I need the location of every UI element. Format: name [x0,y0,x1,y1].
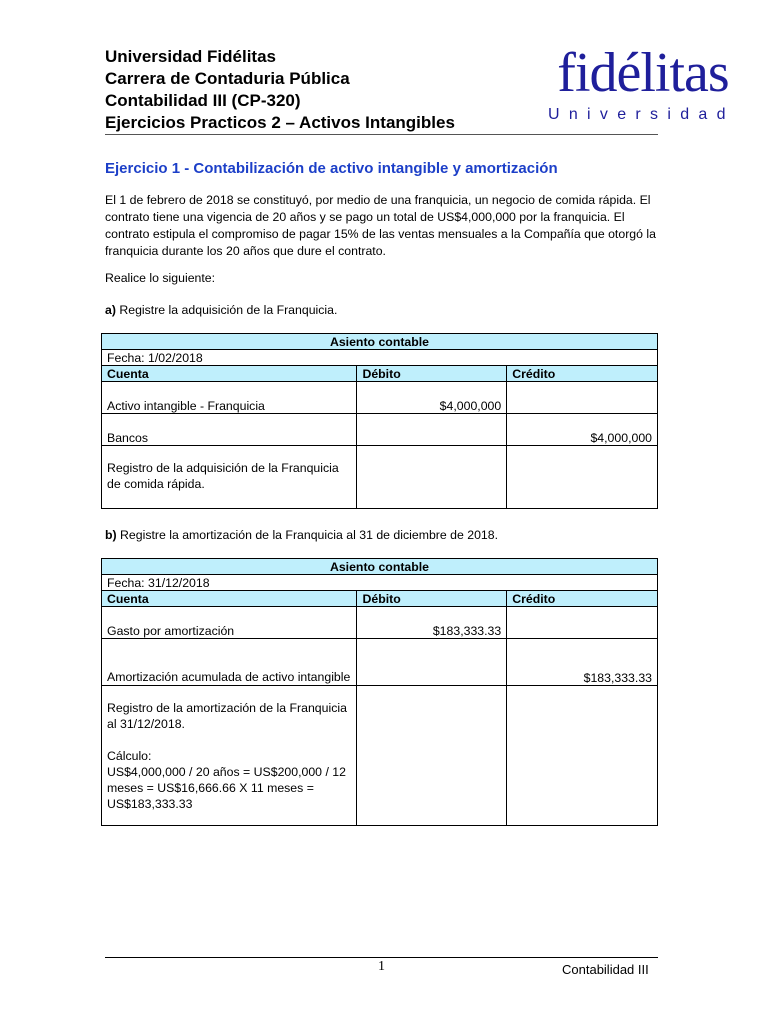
exercise-instruction: Realice lo siguiente: [105,271,216,285]
header-divider [105,134,658,135]
cell-credito: $183,333.33 [507,639,658,686]
table-row [102,686,658,826]
part-b-label: b) [105,528,117,542]
calculation-text: US$4,000,000 / 20 años = US$200,000 / 12 meses = US$16,666.66 X 11 meses = US$183,333.33 [107,765,346,811]
fidelitas-logo [546,38,746,130]
cell-cuenta: Bancos [102,414,357,446]
cell-debito [357,686,507,826]
journal-entry-table-a [101,333,658,509]
column-header-debito: Débito [357,591,507,607]
header-course: Contabilidad III (CP-320) [105,91,301,110]
cell-cuenta: Amortización acumulada de activo intangible [102,639,357,686]
part-a-text: Registre la adquisición de la Franquicia. [115,303,338,317]
description-text: Registro de la amortización de la Franquicia al 31/12/2018. [107,701,347,731]
table-title: Asiento contable [102,559,658,575]
column-header-credito: Crédito [507,591,658,607]
cell-credito [507,446,658,509]
column-header-debito: Débito [357,366,507,382]
calculation-label: Cálculo: [107,749,152,763]
entry-description [102,686,357,826]
cell-credito [507,607,658,639]
cell-debito [357,446,507,509]
header-subject: Ejercicios Practicos 2 – Activos Intangibles [105,113,455,132]
column-header-cuenta: Cuenta [102,591,357,607]
cell-debito [357,639,507,686]
cell-credito: $4,000,000 [507,414,658,446]
journal-entry-table-b [101,558,658,826]
column-header-cuenta: Cuenta [102,366,357,382]
table-row [102,382,658,414]
logo-subtitle: Universidad [548,106,735,123]
header-career: Carrera de Contaduria Pública [105,69,350,88]
cell-credito [507,382,658,414]
part-b-text: Registre la amortización de la Franquicia al 31 de diciembre de 2018. [116,528,499,542]
footer-divider [105,957,658,958]
table-title: Asiento contable [102,334,658,350]
table-row [102,639,658,686]
entry-date: Fecha: 31/12/2018 [102,575,658,591]
logo-wordmark: fidélitas [557,42,729,104]
part-b-statement [105,527,665,544]
entry-description: Registro de la adquisición de la Franquicia de comida rápida. [102,446,357,509]
exercise-intro: El 1 de febrero de 2018 se constituyó, por medio de una franquicia, un negocio de comida rápida. El contrato tiene una vigencia de 20 años y se pago un total de US$4,000,000 por la franquicia. El contrato estipula el compromiso de pagar 15% de las ventas mensuales a la Compañía que otorgó la franquicia durante los 20 años que dure el contrato. [105,193,656,258]
table-row [102,446,658,509]
column-header-credito: Crédito [507,366,658,382]
page-number: 1 [378,959,385,974]
cell-debito [357,414,507,446]
header-university: Universidad Fidélitas [105,47,276,66]
cell-debito: $4,000,000 [357,382,507,414]
exercise-title: Ejercicio 1 - Contabilización de activo intangible y amortización [105,160,558,177]
part-a-statement [105,302,665,319]
table-row [102,607,658,639]
part-a-label: a) [105,303,116,317]
document-header [105,46,455,134]
cell-cuenta: Gasto por amortización [102,607,357,639]
footer-label: Contabilidad III [562,962,649,977]
entry-date: Fecha: 1/02/2018 [102,350,658,366]
cell-debito: $183,333.33 [357,607,507,639]
table-row [102,414,658,446]
cell-cuenta: Activo intangible - Franquicia [102,382,357,414]
cell-credito [507,686,658,826]
